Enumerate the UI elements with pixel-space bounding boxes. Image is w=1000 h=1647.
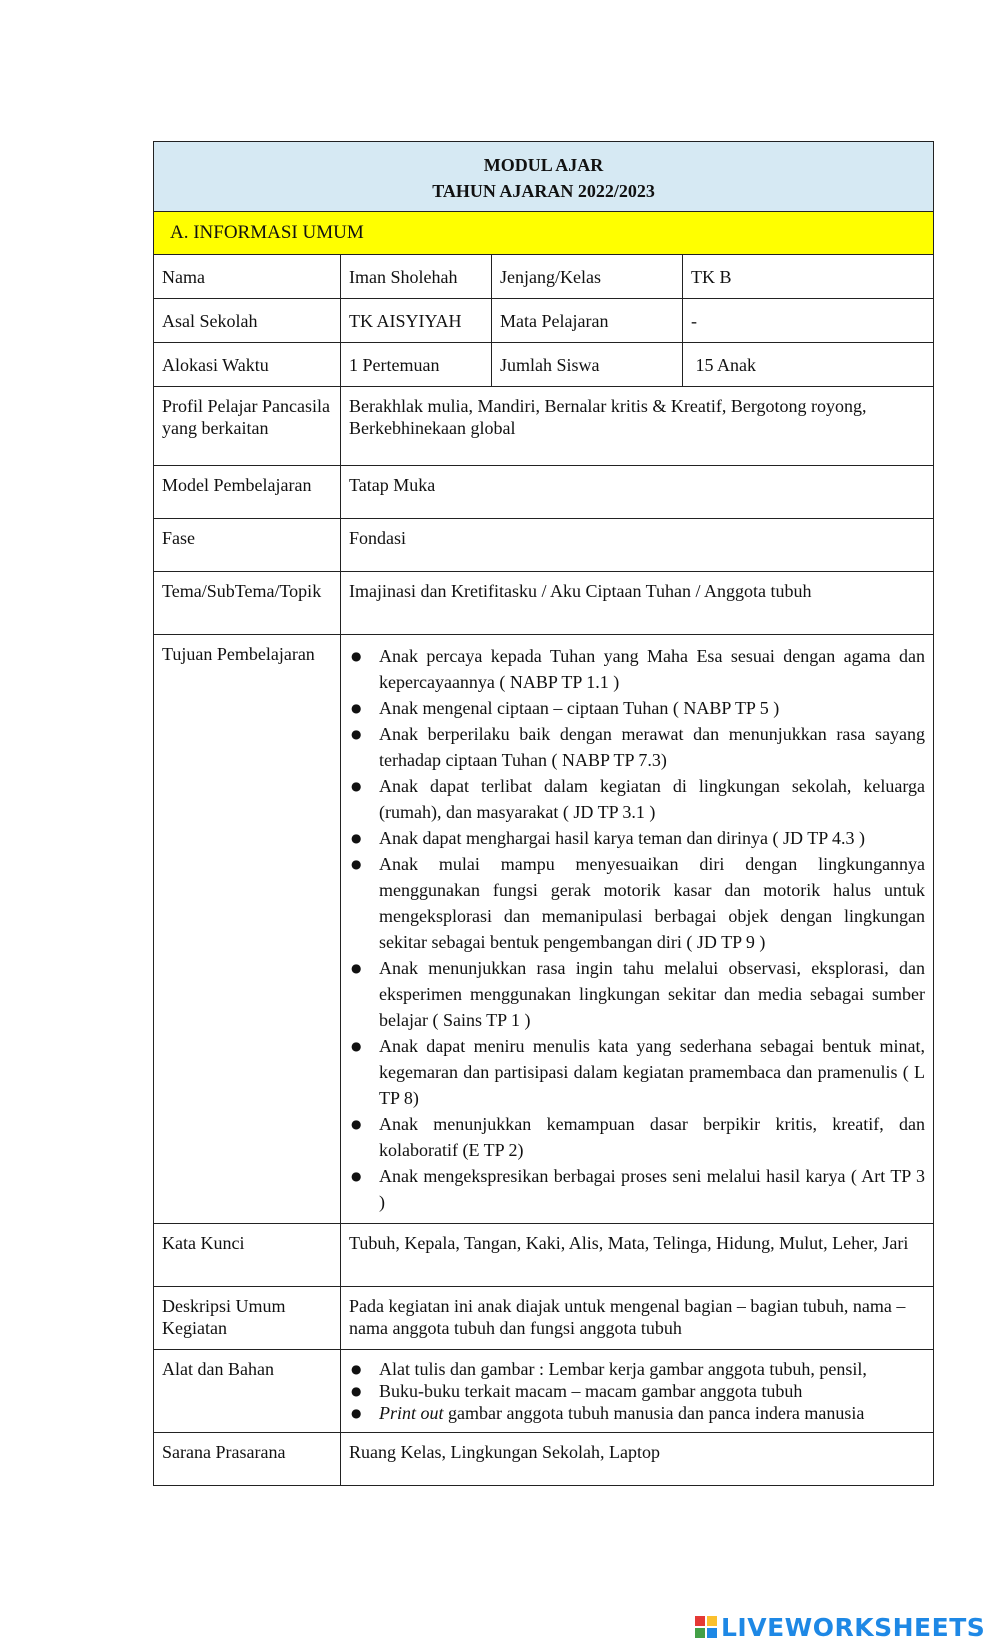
sekolah-label: Asal Sekolah — [154, 299, 341, 343]
mapel-value: - — [683, 299, 934, 343]
academic-year: TAHUN AJARAN 2022/2023 — [432, 180, 655, 201]
sarana-value: Ruang Kelas, Lingkungan Sekolah, Laptop — [341, 1433, 934, 1486]
print-out-rest: gambar anggota tubuh manusia dan panca indera manusia — [443, 1403, 865, 1423]
list-item: ● Anak mengenal ciptaan – ciptaan Tuhan ( NABP TP 5 ) — [349, 695, 925, 721]
module-title: MODUL AJAR — [483, 154, 604, 175]
module-header — [154, 142, 934, 212]
logo-square — [707, 1616, 717, 1626]
sekolah-value: TK AISYIYAH — [341, 299, 492, 343]
logo-square — [707, 1628, 717, 1638]
list-item: ● Anak menunjukkan kemampuan dasar berpikir kritis, kreatif, dan kolaboratif (E TP 2) — [349, 1111, 925, 1163]
waktu-value: 1 Pertemuan — [341, 343, 492, 387]
logo-mark-icon — [695, 1616, 717, 1638]
learning-goals-list — [349, 643, 925, 1215]
list-item: ● Anak berperilaku baik dengan merawat dan menunjukkan rasa sayang terhadap ciptaan Tuhan ( NABP TP 7.3) — [349, 721, 925, 773]
list-item: ● Anak percaya kepada Tuhan yang Maha Esa sesuai dengan agama dan kepercayaannya ( NABP TP 1.1 ) — [349, 643, 925, 695]
module-table — [153, 141, 934, 1486]
kunci-value: Tubuh, Kepala, Tangan, Kaki, Alis, Mata, Telinga, Hidung, Mulut, Leher, Jari — [341, 1224, 934, 1287]
siswa-value: 15 Anak — [683, 343, 934, 387]
nama-label: Nama — [154, 255, 341, 299]
list-item: ● Anak mengekspresikan berbagai proses seni melalui hasil karya ( Art TP 3 ) — [349, 1163, 925, 1215]
mapel-label: Mata Pelajaran — [492, 299, 683, 343]
list-item: ● Alat tulis dan gambar : Lembar kerja gambar anggota tubuh, pensil, — [349, 1358, 925, 1380]
tema-label: Tema/SubTema/Topik — [154, 572, 341, 635]
list-item: ● Anak dapat meniru menulis kata yang sederhana sebagai bentuk minat, kegemaran dan partisipasi dalam kegiatan pramembaca dan pramenulis ( L TP 8) — [349, 1033, 925, 1111]
list-item — [349, 1402, 925, 1424]
list-item: ● Anak menunjukkan rasa ingin tahu melalui observasi, eksplorasi, dan eksperimen menggunakan lingkungan sekitar dan media sebagai sumber belajar ( Sains TP 1 ) — [349, 955, 925, 1033]
tools-list — [349, 1358, 925, 1424]
section-heading: A. INFORMASI UMUM — [154, 212, 934, 255]
kunci-label: Kata Kunci — [154, 1224, 341, 1287]
list-item: ● Anak dapat terlibat dalam kegiatan di lingkungan sekolah, keluarga (rumah), dan masyarakat ( JD TP 3.1 ) — [349, 773, 925, 825]
deskripsi-label: Deskripsi Umum Kegiatan — [154, 1287, 341, 1350]
fase-label: Fase — [154, 519, 341, 572]
waktu-label: Alokasi Waktu — [154, 343, 341, 387]
list-item: ● Anak mulai mampu menyesuaikan diri dengan lingkungannya menggunakan fungsi gerak motorik kasar dan motorik halus untuk mengeksplorasi dan memanipulasi berbagai objek dengan lingkungan sekitar sebagai bentuk pengembangan diri ( JD TP 9 ) — [349, 851, 925, 955]
profil-value: Berakhlak mulia, Mandiri, Bernalar kritis & Kreatif, Bergotong royong, Berkebhinekaan global — [341, 387, 934, 466]
nama-value: Iman Sholehah — [341, 255, 492, 299]
alat-label: Alat dan Bahan — [154, 1350, 341, 1433]
jenjang-label: Jenjang/Kelas — [492, 255, 683, 299]
logo-text: LIVEWORKSHEETS — [721, 1612, 986, 1642]
tujuan-cell — [341, 635, 934, 1224]
fase-value: Fondasi — [341, 519, 934, 572]
deskripsi-value: Pada kegiatan ini anak diajak untuk mengenal bagian – bagian tubuh, nama – nama anggota tubuh dan fungsi anggota tubuh — [341, 1287, 934, 1350]
tema-value: Imajinasi dan Kretifitasku / Aku Ciptaan Tuhan / Anggota tubuh — [341, 572, 934, 635]
tujuan-label: Tujuan Pembelajaran — [154, 635, 341, 1224]
sarana-label: Sarana Prasarana — [154, 1433, 341, 1486]
list-item: ● Anak dapat menghargai hasil karya teman dan dirinya ( JD TP 4.3 ) — [349, 825, 925, 851]
model-label: Model Pembelajaran — [154, 466, 341, 519]
logo-square — [695, 1616, 705, 1626]
jenjang-value: TK B — [683, 255, 934, 299]
logo-square — [695, 1628, 705, 1638]
print-out-text: Print out — [379, 1403, 444, 1423]
siswa-label: Jumlah Siswa — [492, 343, 683, 387]
liveworksheets-logo[interactable] — [695, 1612, 985, 1642]
profil-label: Profil Pelajar Pancasila yang berkaitan — [154, 387, 341, 466]
alat-cell — [341, 1350, 934, 1433]
model-value: Tatap Muka — [341, 466, 934, 519]
list-item: ● Buku-buku terkait macam – macam gambar anggota tubuh — [349, 1380, 925, 1402]
